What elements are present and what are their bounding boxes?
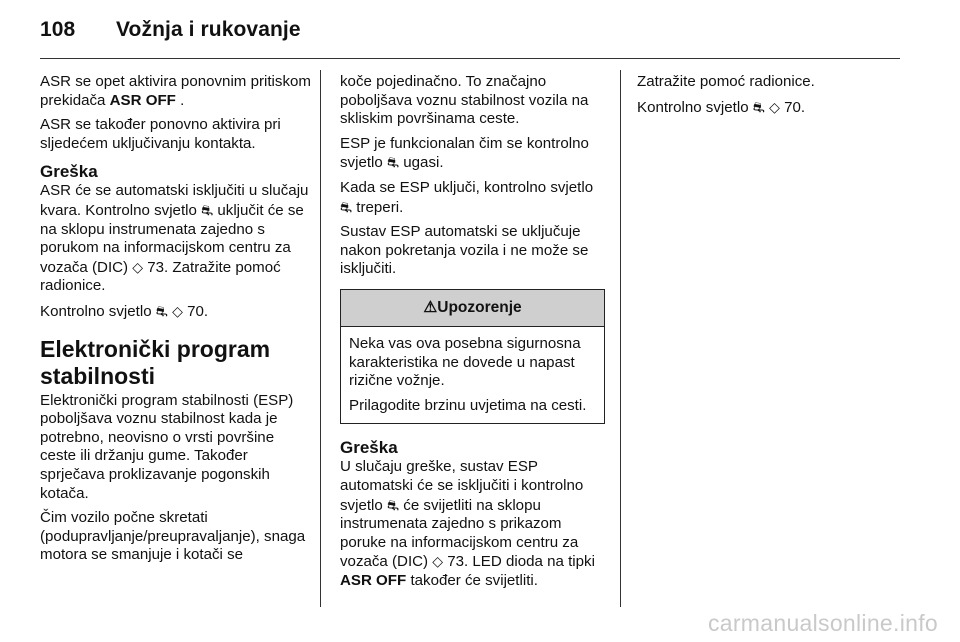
control-light-icon: ⛐ xyxy=(155,302,168,319)
warning-box xyxy=(340,289,605,424)
page-number: 108 xyxy=(40,18,76,41)
warning-triangle-icon: ⚠ xyxy=(423,298,438,316)
paragraph: Zatražite pomoć radionice. xyxy=(637,73,815,90)
warning-body xyxy=(341,327,604,423)
control-light-icon: ⛐ xyxy=(386,496,400,513)
heading-greska: Greška xyxy=(40,162,98,182)
control-light-icon: ⛐ xyxy=(386,154,400,171)
paragraph: ASR se također ponovno aktivira pri sljedećem uključivanju kontakta. xyxy=(40,116,281,152)
warning-title: Upozorenje xyxy=(437,298,522,316)
paragraph: Sustav ESP automatski se uključuje nakon pokretanja vozila i ne može se isključiti. xyxy=(340,223,589,278)
asr-off-button-label: ASR OFF xyxy=(340,571,407,589)
paragraph: Elektronički program stabilnosti (ESP) poboljšava voznu stabilnost kada je potrebno, neovisno o vrsti površine ceste ili držanju gume. Također sprječava proklizavanje pogonskih kotača. xyxy=(40,391,294,502)
column-divider-1 xyxy=(320,70,321,607)
header-rule xyxy=(40,58,900,59)
column-3 xyxy=(637,73,902,123)
page-ref-icon: ◇ xyxy=(132,258,144,275)
paragraph: Kontrolno svjetlo ⛐ ◇ 70. xyxy=(40,302,209,320)
column-1 xyxy=(40,73,312,571)
column-2 xyxy=(340,73,605,596)
control-light-icon: ⛐ xyxy=(752,98,765,115)
paragraph: ESP je funkcionalan čim se kontrolno svjetlo ⛐ ugasi. xyxy=(340,134,589,172)
page-ref-icon: ◇ xyxy=(432,553,444,570)
watermark: carmanualsonline.info xyxy=(707,610,938,636)
asr-off-button-label: ASR OFF xyxy=(109,91,176,109)
paragraph: Prilagodite brzinu uvjetima na cesti. xyxy=(349,396,587,414)
paragraph: ASR se opet aktivira ponovnim pritiskom prekidača ASR OFF . xyxy=(40,73,311,109)
control-light-icon: ⛐ xyxy=(201,201,214,218)
paragraph: koče pojedinačno. To značajno poboljšava voznu stabilnost vozila na skliskim površinama ceste. xyxy=(340,73,589,128)
paragraph: Kontrolno svjetlo ⛐ ◇ 70. xyxy=(637,98,806,116)
paragraph: Neka vas ova posebna sigurnosna karakteristika ne dovede u napast rizične vožnje. xyxy=(349,334,581,390)
paragraph: Čim vozilo počne skretati (podupravljanje/preupravaljanje), snaga motora se smanjuje i kotači se xyxy=(40,509,306,564)
page-header xyxy=(40,18,301,42)
page-ref-icon: ◇ xyxy=(769,98,780,115)
chapter-title: Vožnja i rukovanje xyxy=(116,18,301,41)
paragraph: U slučaju greške, sustav ESP automatski će se isključiti i kontrolno svjetlo ⛐ će svijetliti na sklopu instrumenata zajedno s prikazom poruke na informacijskom centru za vozača (DIC) ◇ 73. LED dioda na tipki ASR OFF također će svijetliti. xyxy=(340,458,595,589)
column-divider-2 xyxy=(620,70,621,607)
paragraph: Kada se ESP uključi, kontrolno svjetlo ⛐ treperi. xyxy=(340,178,594,216)
page-ref-icon: ◇ xyxy=(172,302,183,319)
paragraph: ASR će se automatski isključiti u slučaju kvara. Kontrolno svjetlo ⛐ uključit će se na sklopu instrumenata zajedno s porukom na informacijskom centru za vozača (DIC) ◇ 73. Zatražite pomoć radionice. xyxy=(40,182,309,295)
warning-header xyxy=(341,290,604,327)
section-title: Elektronički program stabilnosti xyxy=(40,335,271,389)
control-light-icon: ⛐ xyxy=(340,198,353,215)
heading-greska: Greška xyxy=(340,438,398,458)
